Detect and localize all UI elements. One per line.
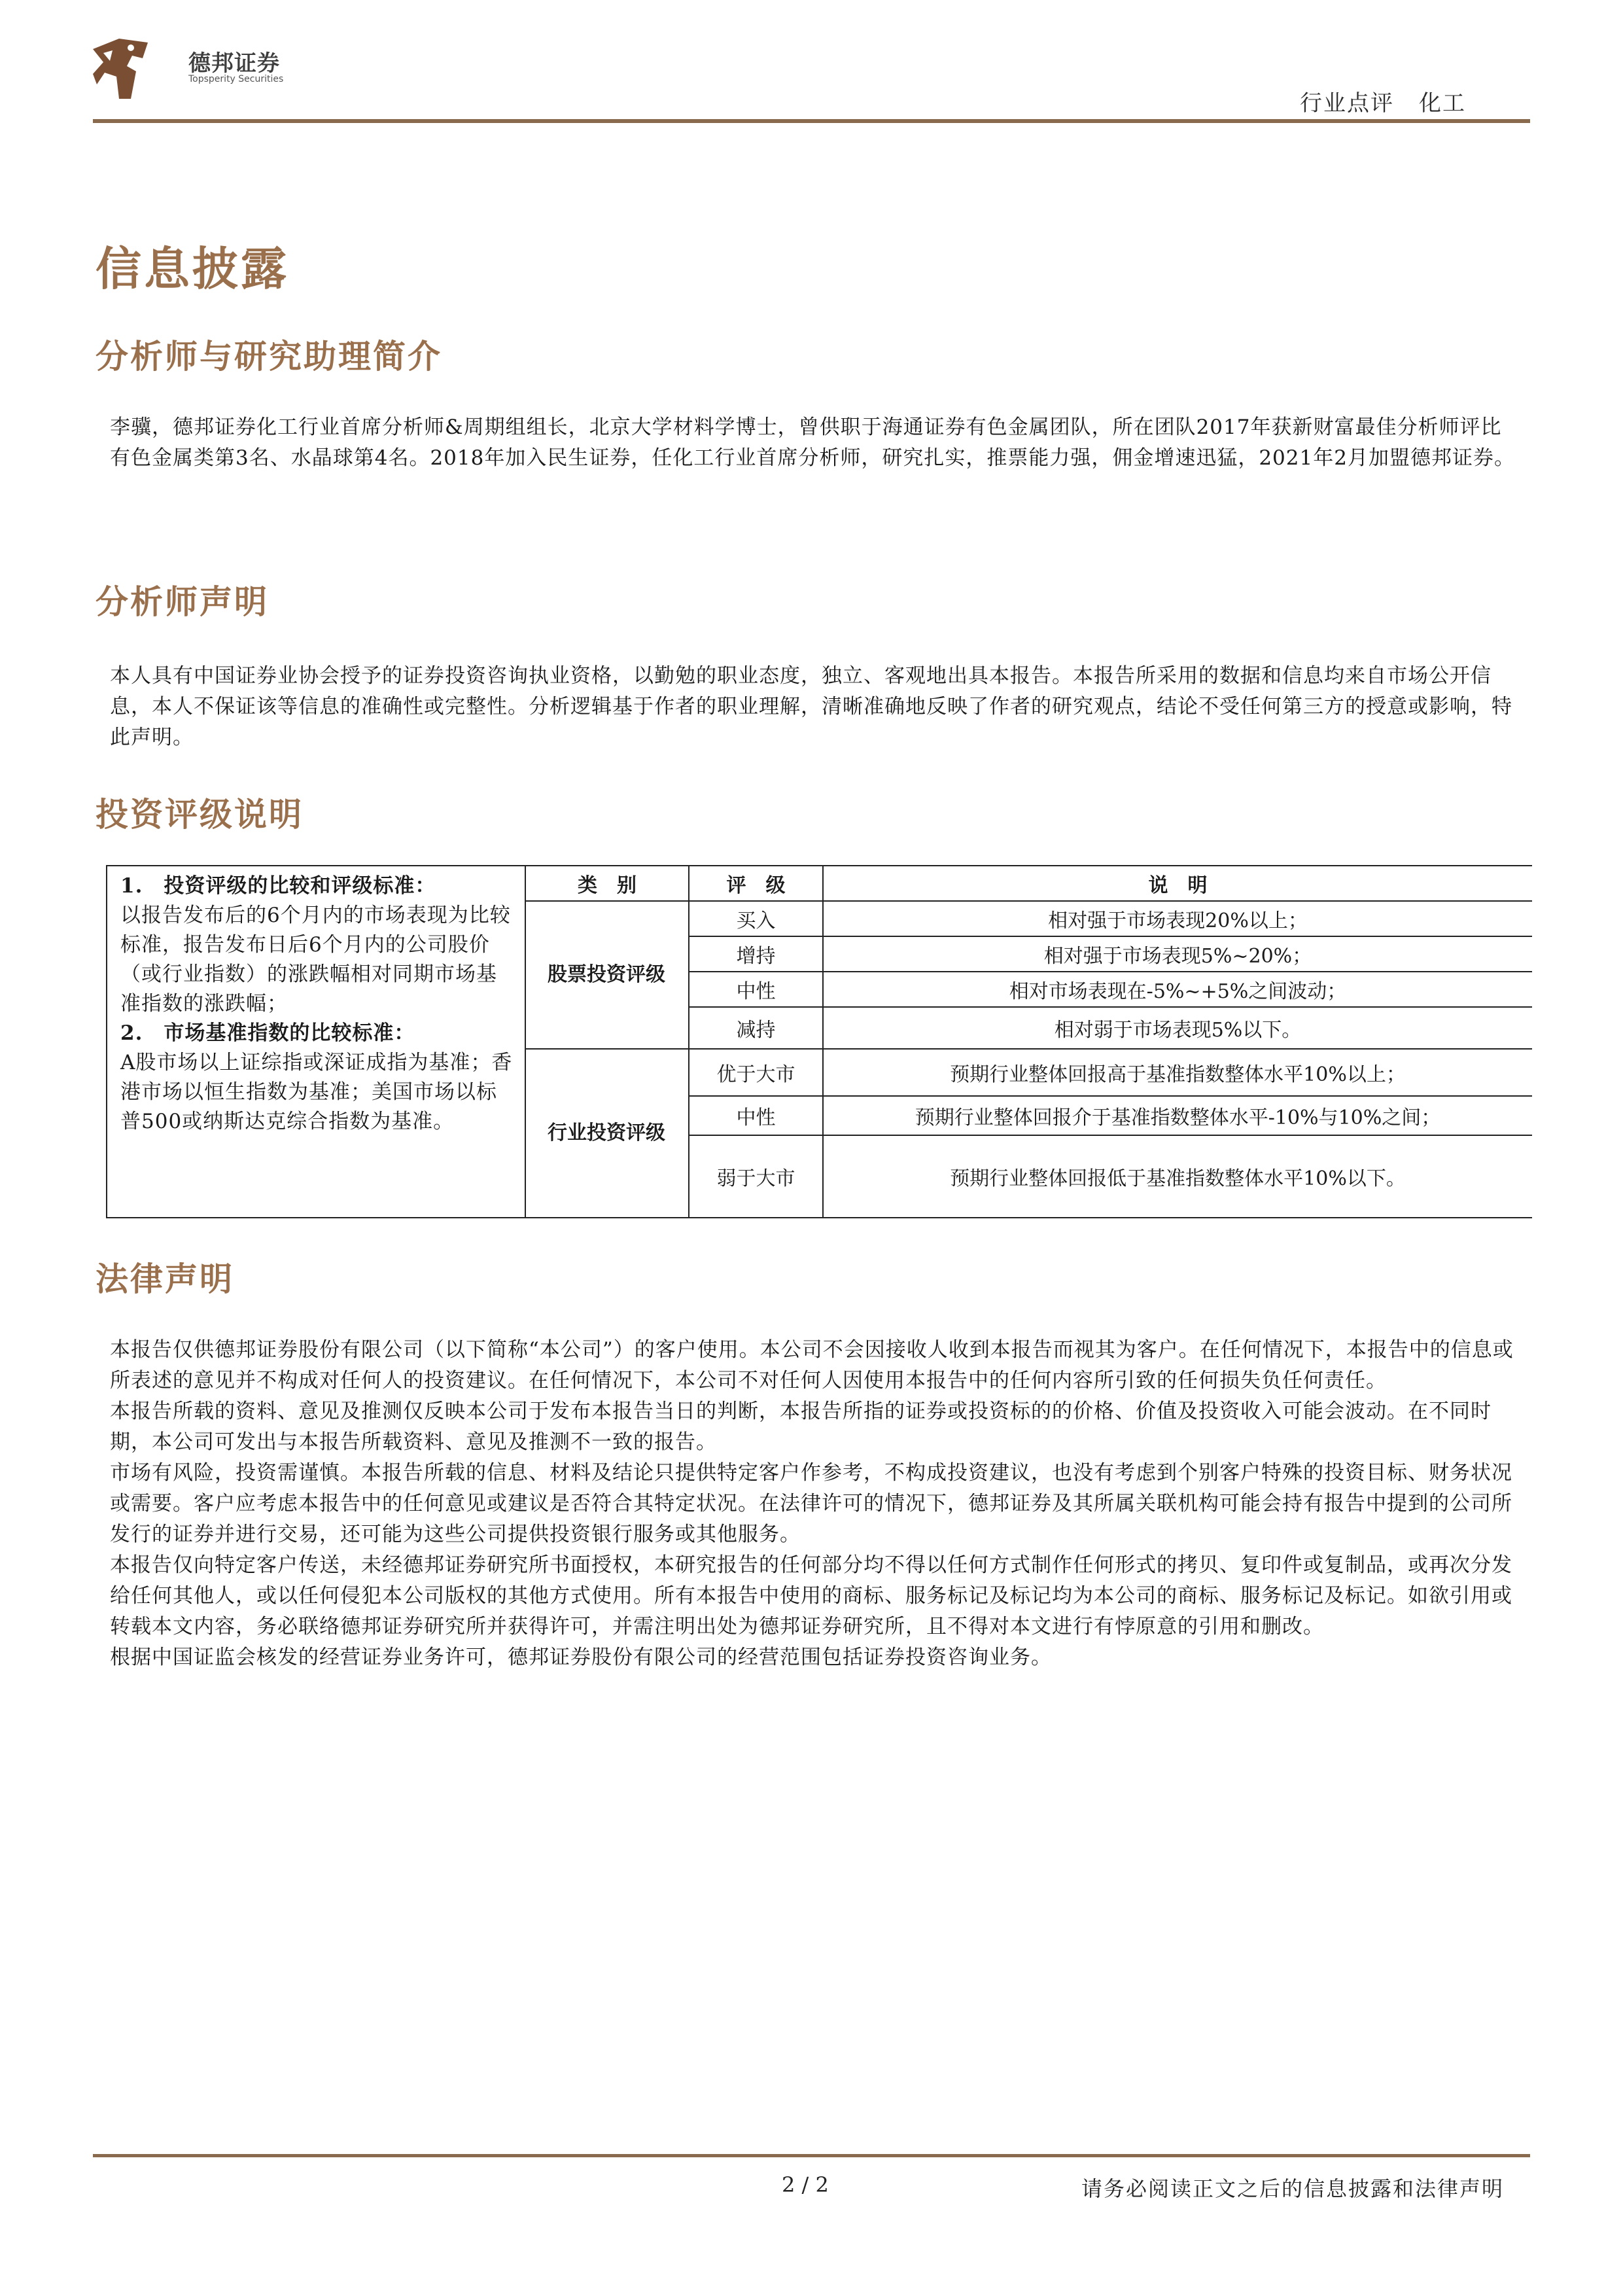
report-type: 行业点评 <box>1300 90 1394 116</box>
footer-divider <box>93 2154 1530 2157</box>
table-border-bottom <box>106 1217 1532 1218</box>
legal-paragraph: 本报告仅向特定客户传送，未经德邦证券研究所书面授权，本研究报告的任何部分均不得以任何方式制作任何形式的拷贝、复印件或复制品，或再次分发给任何其他人，或以任何侵犯本公司版权的其他方式使用。所有本报告中使用的商标、服务标记及标记均为本公司的商标、服务标记及标记。如欲引用或转载本文内容，务必联络德邦证券研究所并获得许可，并需注明出处为德邦证券研究所，且不得对本文进行有悖原意的引用和删改。 <box>110 1553 1512 1638</box>
rating-table <box>106 865 1532 1218</box>
stock-rating-buy: 买入 <box>736 910 776 932</box>
legal-paragraph: 本报告所载的资料、意见及推测仅反映本公司于发布本报告当日的判断，本报告所指的证券或投资标的的价格、价值及投资收入可能会波动。在不同时期，本公司可发出与本报告所载资料、意见及推测不一致的报告。 <box>110 1400 1492 1454</box>
rating-heading: 投资评级说明 <box>96 795 304 834</box>
industry-rating-neutral-desc: 预期行业整体回报介于基准指数整体水平-10%与10%之间； <box>915 1106 1441 1129</box>
page-number: 2 / 2 <box>782 2172 829 2197</box>
table-divider-left <box>525 865 526 1218</box>
logo-name-en: Topsperity Securities <box>188 74 284 84</box>
industry-rating-underperform: 弱于大市 <box>716 1167 795 1190</box>
column-header-rating: 评 级 <box>726 874 786 897</box>
legal-paragraph: 市场有风险，投资需谨慎。本报告所载的信息、材料及结论只提供特定客户作参考，不构成投资建议，也没有考虑到个别客户特殊的投资目标、财务状况或需要。客户应考虑本报告中的任何意见或建议是否符合其特定状况。在法律许可的情况下，德邦证券及其所属关联机构可能会持有报告中提到的公司所发行的证券并进行交易，还可能为这些公司提供投资银行服务或其他服务。 <box>110 1461 1512 1546</box>
footer-disclaimer: 请务必阅读正文之后的信息披露和法律声明 <box>1081 2176 1504 2201</box>
company-logo <box>90 36 287 108</box>
legal-paragraph: 本报告仅供德邦证券股份有限公司（以下简称“本公司”）的客户使用。本公司不会因接收人收到本报告而视其为客户。在任何情况下，本报告中的信息或所表述的意见并不构成对任何人的投资建议。在任何情况下，本公司不对任何人因使用本报告中的任何内容所引致的任何损失负任何责任。 <box>110 1338 1514 1392</box>
industry-rating-category: 行业投资评级 <box>548 1122 665 1144</box>
legal-heading: 法律声明 <box>96 1260 234 1298</box>
criteria-text-1: 以报告发布后的6个月内的市场表现为比较标准，报告发布日后6个月内的公司股价（或行业指数）的涨跌幅相对同期市场基准指数的涨跌幅； <box>120 904 511 1016</box>
page-title: 信息披露 <box>96 241 289 296</box>
industry-rating-neutral: 中性 <box>736 1106 776 1129</box>
analyst-statement-paragraph: 本人具有中国证券业协会授予的证券投资咨询执业资格，以勤勉的职业态度，独立、客观地出具本报告。本报告所采用的数据和信息均来自市场公开信息，本人不保证该等信息的准确性或完整性。分析逻辑基于作者的职业理解，清晰准确地反映了作者的研究观点，结论不受任何第三方的授意或影响，特此声明。 <box>110 664 1512 749</box>
industry-rating-underperform-desc: 预期行业整体回报低于基准指数整体水平10%以下。 <box>950 1167 1406 1190</box>
analyst-intro-heading: 分析师与研究助理简介 <box>96 337 442 376</box>
stock-rating-neutral: 中性 <box>736 980 776 1003</box>
table-border-left <box>106 865 107 1218</box>
rating-criteria <box>120 872 513 1137</box>
stock-rating-overweight: 增持 <box>736 945 776 968</box>
column-header-description: 说 明 <box>1148 874 1208 897</box>
legal-text <box>110 1335 1522 1673</box>
industry-rating-outperform-desc: 预期行业整体回报高于基准指数整体水平10%以上； <box>950 1063 1406 1086</box>
analyst-intro-text <box>110 412 1522 474</box>
industry-rating-outperform: 优于大市 <box>716 1063 795 1086</box>
analyst-intro-paragraph: 李骥，德邦证券化工行业首席分析师&周期组组长，北京大学材料学博士，曾供职于海通证券有色金属团队，所在团队2017年获新财富最佳分析师评比有色金属类第3名、水晶球第4名。2018年加入民生证券，任化工行业首席分析师，研究扎实，推票能力强，佣金增速迅猛，2021年2月加盟德邦证券。 <box>110 415 1515 470</box>
report-sector: 化工 <box>1419 90 1466 116</box>
logo-name-cn: 德邦证券 <box>188 50 280 77</box>
header-report-tag <box>1300 85 1466 117</box>
logo-mark-icon <box>90 36 150 101</box>
stock-rating-overweight-desc: 相对强于市场表现5%~20%； <box>1043 945 1312 968</box>
analyst-statement-text <box>110 661 1522 753</box>
header-divider <box>93 119 1530 123</box>
stock-rating-category: 股票投资评级 <box>548 963 665 986</box>
analyst-statement-heading: 分析师声明 <box>96 582 269 621</box>
column-header-category: 类 别 <box>578 874 637 897</box>
stock-rating-buy-desc: 相对强于市场表现20%以上； <box>1048 910 1308 932</box>
criteria-heading-1: 1. 投资评级的比较和评级标准： <box>120 874 436 898</box>
stock-rating-underweight: 减持 <box>736 1019 776 1042</box>
stock-rating-underweight-desc: 相对弱于市场表现5%以下。 <box>1054 1019 1302 1042</box>
legal-paragraph: 根据中国证监会核发的经营证券业务许可，德邦证券股份有限公司的经营范围包括证券投资咨询业务。 <box>110 1646 1052 1669</box>
criteria-text-2: A股市场以上证综指或深证成指为基准；香港市场以恒生指数为基准；美国市场以标普500或纳斯达克综合指数为基准。 <box>120 1051 513 1133</box>
criteria-heading-2: 2. 市场基准指数的比较标准： <box>120 1021 415 1045</box>
stock-rating-neutral-desc: 相对市场表现在-5%~+5%之间波动； <box>1009 980 1347 1003</box>
